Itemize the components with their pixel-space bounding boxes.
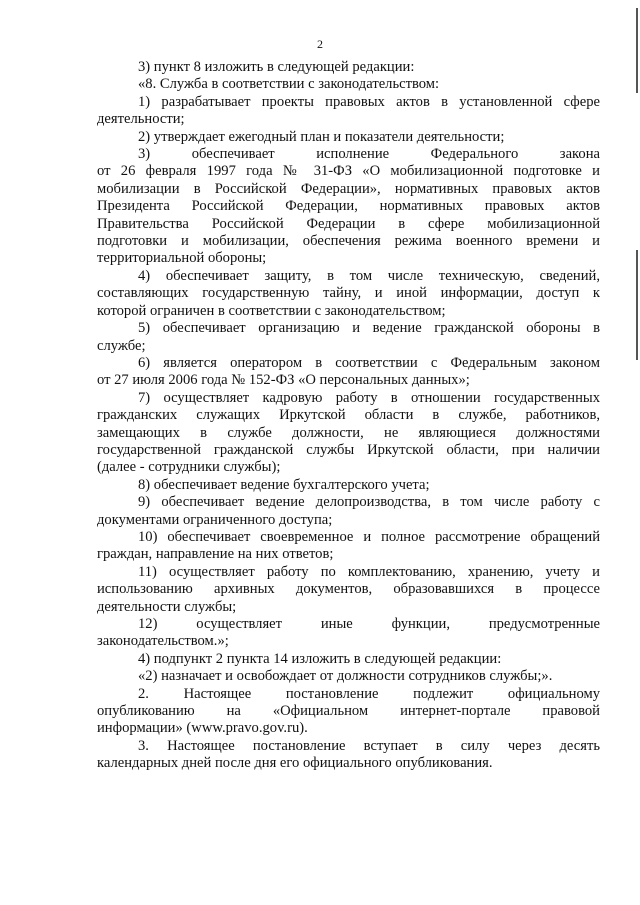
document-line: 2. Настоящее постановление подлежит официальному <box>138 685 600 702</box>
document-line: деятельности; <box>97 111 185 128</box>
document-line: мобилизации в Российской Федерации», нормативных правовых актов <box>97 180 600 197</box>
document-line: (далее - сотрудники службы); <box>97 459 281 476</box>
document-line: документами ограниченного доступа; <box>97 511 333 528</box>
document-line: 5) обеспечивает организацию и ведение гражданской обороны в <box>138 320 600 337</box>
page-number: 2 <box>317 37 323 51</box>
document-line: Президента Российской Федерации, нормативных правовых актов <box>97 198 600 215</box>
document-line: 11) осуществляет работу по комплектованию, хранению, учету и <box>138 563 600 580</box>
document-line: 3) пункт 8 изложить в следующей редакции: <box>138 59 415 75</box>
document-line: составляющих государственную тайну, и иной информации, доступ к <box>97 285 600 302</box>
document-line: 8) обеспечивает ведение бухгалтерского учета; <box>138 476 430 493</box>
document-line: законодательством.»; <box>97 633 229 650</box>
document-line: замещающих в службе должности, не являющиеся должностями <box>97 424 600 441</box>
scan-edge-mark <box>636 250 638 360</box>
document-line: 12) осуществляет иные функции, предусмотренные <box>138 616 600 632</box>
document-line: от 26 февраля 1997 года № 31-ФЗ «О мобилизационной подготовке и <box>97 163 600 180</box>
document-line: 3. Настоящее постановление вступает в силу через десять <box>138 737 600 754</box>
document-line: использованию архивных документов, образовавшихся в процессе <box>97 581 600 598</box>
document-line: 4) подпункт 2 пункта 14 изложить в следующей редакции: <box>138 650 502 667</box>
document-line: 6) является оператором в соответствии с Федеральным законом <box>138 354 600 371</box>
document-line: 7) осуществляет кадровую работу в отношении государственных <box>138 389 600 406</box>
document-line: 4) обеспечивает защиту, в том числе техническую, сведений, <box>138 267 600 284</box>
document-line: «2) назначает и освобождает от должности сотрудников службы;». <box>138 668 553 685</box>
document-line: Правительства Российской Федерации в сфере мобилизационной <box>97 215 600 232</box>
document-line: опубликованию на «Официальном интернет-портале правовой <box>97 703 600 720</box>
document-line: территориальной обороны; <box>97 250 267 267</box>
document-line: службе; <box>97 337 146 354</box>
document-line: подготовки и мобилизации, обеспечения режима военного времени и <box>97 233 600 250</box>
scan-edge-mark <box>636 8 638 93</box>
document-line: 10) обеспечивает своевременное и полное рассмотрение обращений <box>138 528 600 545</box>
document-line: государственной гражданской службы Иркутской области, при наличии <box>97 441 600 458</box>
document-line: от 27 июля 2006 года № 152-ФЗ «О персональных данных»; <box>97 372 470 389</box>
document-line: которой ограничен в соответствии с законодательством; <box>97 302 446 319</box>
document-line: календарных дней после дня его официального опубликования. <box>97 755 493 772</box>
document-line: «8. Служба в соответствии с законодательством: <box>138 76 440 93</box>
document-line: деятельности службы; <box>97 598 237 615</box>
document-line: 9) обеспечивает ведение делопроизводства, в том числе работу с <box>138 494 600 511</box>
document-line: информации» (www.pravo.gov.ru). <box>97 720 308 737</box>
document-body <box>97 59 600 773</box>
document-line: 2) утверждает ежегодный план и показатели деятельности; <box>138 128 505 145</box>
document-line: 1) разрабатывает проекты правовых актов в установленной сфере <box>138 93 600 110</box>
document-line: граждан, направление на них ответов; <box>97 546 334 563</box>
document-line: гражданских служащих Иркутской области в службе, работников, <box>97 407 600 424</box>
document-line: 3) обеспечивает исполнение Федерального закона <box>138 146 600 163</box>
